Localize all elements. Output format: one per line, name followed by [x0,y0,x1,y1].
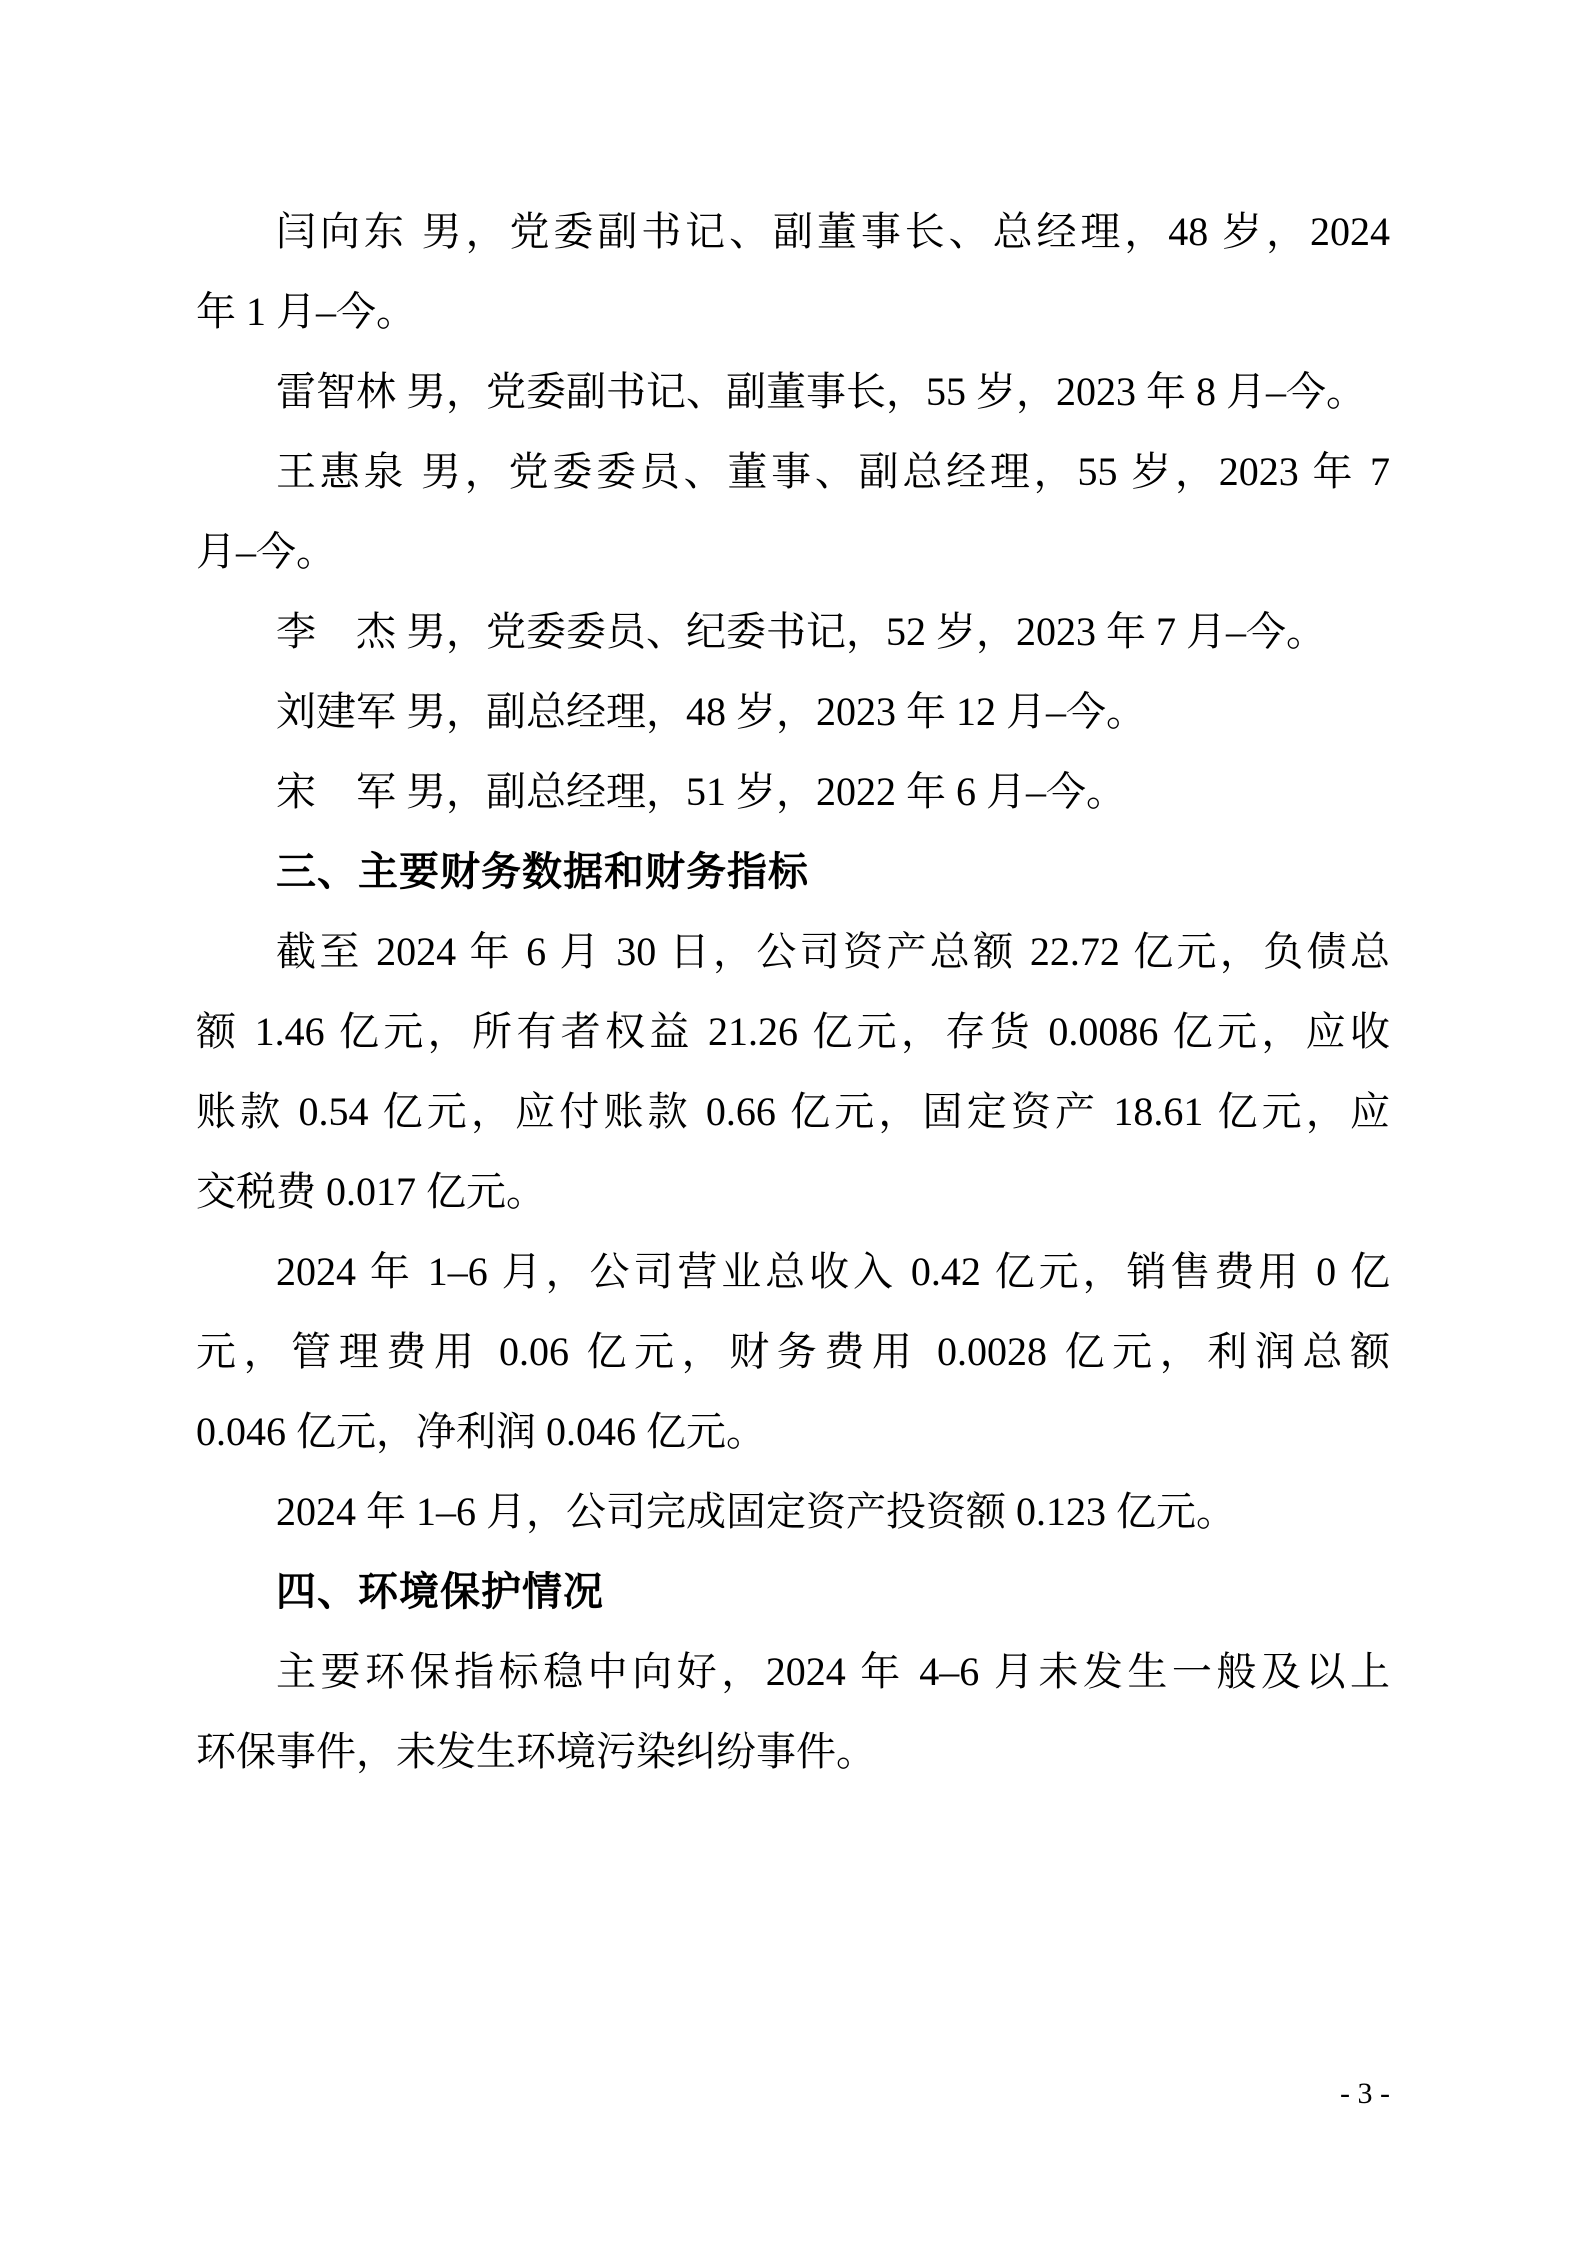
text-line-environment-paragraph: 主要环保指标稳中向好，2024 年 4–6 月未发生一般及以上 [276,1649,1390,1694]
text-line-finance-balance-paragraph: 额 1.46 亿元，所有者权益 21.26 亿元，存货 0.0086 亿元，应收 [196,1009,1390,1054]
document-text-block [196,192,1390,1792]
text-line-executive-wang-huiquan: 月–今。 [196,529,336,574]
text-line-finance-balance-paragraph: 交税费 0.017 亿元。 [196,1169,546,1214]
text-line-finance-income-paragraph: 元，管理费用 0.06 亿元，财务费用 0.0028 亿元，利润总额 [196,1329,1390,1374]
text-line-finance-income-paragraph: 0.046 亿元，净利润 0.046 亿元。 [196,1409,766,1454]
text-line-executive-li-jie: 李 杰 男，党委委员、纪委书记，52 岁，2023 年 7 月–今。 [276,609,1326,654]
text-line-executive-yan-xiangdong: 闫向东 男，党委副书记、副董事长、总经理，48 岁，2024 [276,209,1390,254]
text-line-finance-investment-paragraph: 2024 年 1–6 月，公司完成固定资产投资额 0.123 亿元。 [276,1489,1236,1534]
text-line-finance-balance-paragraph: 截至 2024 年 6 月 30 日，公司资产总额 22.72 亿元，负债总 [276,929,1390,974]
text-line-executive-liu-jianjun: 刘建军 男，副总经理，48 岁，2023 年 12 月–今。 [276,689,1146,734]
page-number: - 3 - [1340,2077,1390,2110]
text-line-executive-wang-huiquan: 王惠泉 男，党委委员、董事、副总经理，55 岁，2023 年 7 [276,449,1390,494]
text-line-environment-paragraph: 环保事件，未发生环境污染纠纷事件。 [196,1729,876,1774]
section-heading-environment: 四、环境保护情况 [276,1570,604,1614]
text-line-executive-song-jun: 宋 军 男，副总经理，51 岁，2022 年 6 月–今。 [276,769,1126,814]
text-line-executive-yan-xiangdong: 年 1 月–今。 [196,289,416,334]
section-heading-finance: 三、主要财务数据和财务指标 [276,850,809,894]
text-line-finance-income-paragraph: 2024 年 1–6 月，公司营业总收入 0.42 亿元，销售费用 0 亿 [276,1249,1390,1294]
text-line-finance-balance-paragraph: 账款 0.54 亿元，应付账款 0.66 亿元，固定资产 18.61 亿元，应 [196,1089,1390,1134]
text-line-executive-lei-zhilin: 雷智林 男，党委副书记、副董事长，55 岁，2023 年 8 月–今。 [276,369,1366,414]
